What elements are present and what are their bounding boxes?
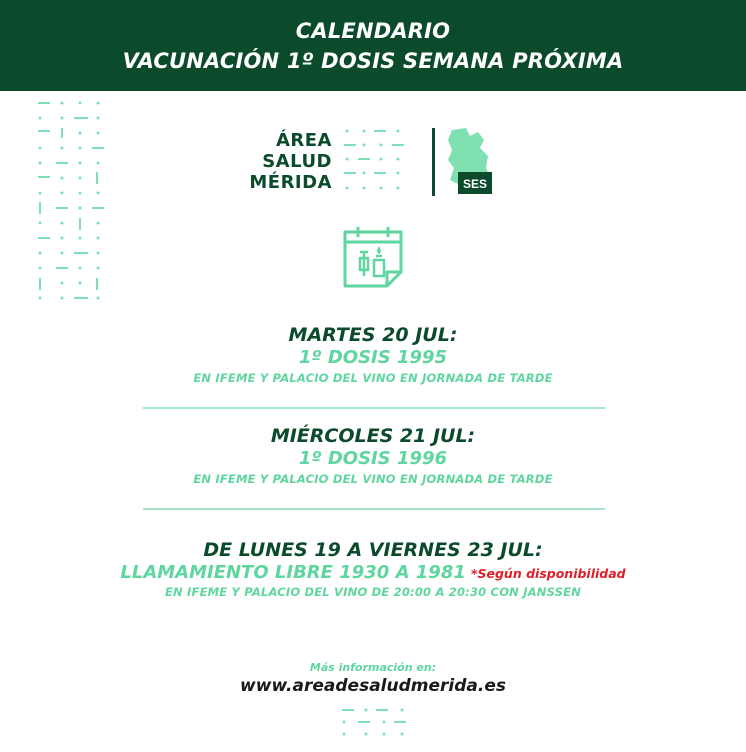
schedule-place: EN IFEME Y PALACIO DEL VINO DE 20:00 A 20:30 CON JANSSEN: [164, 585, 582, 599]
schedule-dose: 1º DOSIS 1996: [298, 448, 448, 469]
schedule-dose: LLAMAMIENTO LIBRE 1930 A 1981: [120, 562, 466, 583]
header-subtitle: VACUNACIÓN 1º DOSIS SEMANA PRÓXIMA: [122, 48, 624, 73]
ses-map-icon: [444, 126, 496, 198]
logo-divider: [432, 128, 435, 196]
footer: [0, 661, 746, 696]
divider: [143, 407, 605, 409]
schedule-dose-line: [0, 562, 746, 583]
dot-pattern-bottom: [340, 706, 410, 750]
svg-text:SES: SES: [462, 177, 488, 191]
logo-text: ÁREA SALUD MÉRIDA: [249, 130, 332, 193]
schedule-dose: 1º DOSIS 1995: [298, 347, 448, 368]
logo-dot-pattern: [344, 128, 414, 198]
website-link[interactable]: www.areadesaludmerida.es: [240, 676, 506, 696]
schedule-place: EN IFEME Y PALACIO DEL VINO EN JORNADA DE TARDE: [193, 371, 553, 385]
schedule-day: MIÉRCOLES 21 JUL:: [270, 425, 476, 447]
more-info-label: Más información en:: [309, 661, 437, 674]
area-salud-merida-logo: [248, 126, 508, 198]
calendar-vaccine-icon: [340, 224, 406, 290]
dot-pattern-left: [36, 100, 106, 310]
schedule-item: [0, 539, 746, 599]
availability-note: *Según disponibilidad: [470, 566, 626, 581]
schedule-item: [0, 324, 746, 385]
header-banner: [0, 0, 746, 91]
divider: [143, 508, 605, 510]
schedule-day: MARTES 20 JUL:: [288, 324, 458, 346]
schedule-item: [0, 425, 746, 486]
schedule-day: DE LUNES 19 A VIERNES 23 JUL:: [203, 539, 543, 561]
schedule-place: EN IFEME Y PALACIO DEL VINO EN JORNADA DE TARDE: [193, 472, 553, 486]
header-title: CALENDARIO: [295, 18, 451, 43]
